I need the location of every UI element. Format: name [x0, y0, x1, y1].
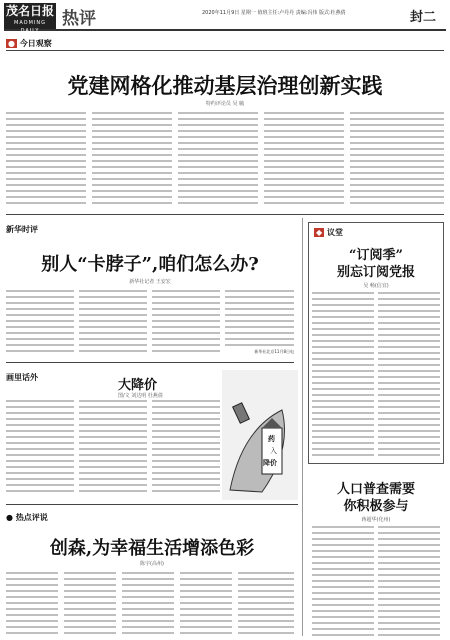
article1-byline: 特约评论员 吴 毓 [205, 101, 245, 107]
divider [6, 50, 444, 51]
article1-tag-label: 今日观察 [19, 39, 52, 48]
article2-column-2 [79, 290, 147, 356]
cartoon-title: 大降价 [118, 378, 158, 393]
article1-headline: 党建网格化推动基层治理创新实践 [67, 73, 383, 98]
cartoon-drawing [222, 370, 298, 500]
sidebar2-byline: 蒋超华(化州) [361, 517, 391, 523]
divider [6, 214, 444, 215]
article2-column-4 [225, 290, 294, 346]
sidebar1-tag [314, 227, 343, 238]
sidebar1-headline-line2: 别忘订阅党报 [336, 265, 415, 280]
cartoon-credit: 图/文 刘达明 杜燕倩 [118, 393, 163, 399]
sidebar2-headline-line1: 人口普查需要 [336, 482, 415, 497]
cartoon-text-column-1 [6, 400, 74, 496]
section-title: 热评 [62, 9, 96, 29]
article2-column-1 [6, 290, 74, 356]
article2-column-3 [152, 290, 220, 356]
masthead [4, 3, 446, 34]
article3-column-1 [6, 572, 58, 636]
cartoon-illustration [222, 370, 298, 500]
article3-tag [6, 512, 48, 523]
sidebar1-headline-line1: “订阅季” [349, 248, 403, 263]
article3-column-3 [122, 572, 174, 636]
article3-byline: 陈宇(高州) [140, 561, 164, 567]
article1-column-5 [350, 112, 444, 204]
newspaper-logo [4, 3, 56, 34]
article3-headline: 创森,为幸福生活增添色彩 [49, 538, 255, 559]
sidebar1-tag-label: 议堂 [326, 228, 343, 237]
article3-column-5 [238, 572, 294, 636]
sidebar2-headline-line2: 你积极参与 [343, 499, 409, 514]
sidebar1-byline: 吴 畅(信宜) [363, 283, 389, 289]
sidebar2-column-1 [312, 526, 374, 636]
column-divider [302, 218, 303, 636]
logo-text: 茂名日报 [5, 4, 54, 18]
speech-icon: ◆ [316, 228, 323, 237]
logo-subtitle: MAOMING DAILY [14, 20, 46, 34]
circle-icon: ● [6, 513, 13, 522]
cartoon-sign-bottom: 降价 [263, 458, 277, 467]
article3-column-4 [180, 572, 232, 636]
cartoon-tag: 画里话外 [6, 373, 38, 382]
article1-column-3 [178, 112, 258, 204]
article3-column-2 [64, 572, 116, 636]
cartoon-sign-top: 药 [268, 434, 275, 443]
cartoon-sign-mid: 入 [270, 447, 277, 455]
article2-headline: 别人“卡脖子”,咱们怎么办? [41, 254, 259, 275]
article2-byline: 新华社记者 王安宏 [129, 279, 171, 285]
sidebar1-column-2 [378, 292, 440, 458]
page-name: 封二 [410, 10, 437, 25]
cartoon-text-column-3 [152, 400, 220, 496]
divider [6, 362, 294, 363]
article3-tag-label: 热点评说 [15, 513, 48, 522]
article1-tag [6, 38, 52, 49]
sidebar2-column-2 [378, 526, 440, 636]
article1-column-4 [264, 112, 344, 204]
article2-footer: 新华社北京11月8日电 [254, 349, 294, 354]
article1-column-2 [92, 112, 172, 204]
dateline: 2020年11月9日 星期一 值班主任:卢丹丹 责编:冯伟 版式:杜燕倩 [202, 10, 346, 16]
circle-icon: ● [8, 39, 15, 48]
divider [6, 504, 298, 505]
cartoon-text-column-2 [79, 400, 147, 496]
sidebar1-column-1 [312, 292, 374, 458]
article2-tag: 新华时评 [6, 225, 38, 234]
article1-column-1 [6, 112, 86, 204]
